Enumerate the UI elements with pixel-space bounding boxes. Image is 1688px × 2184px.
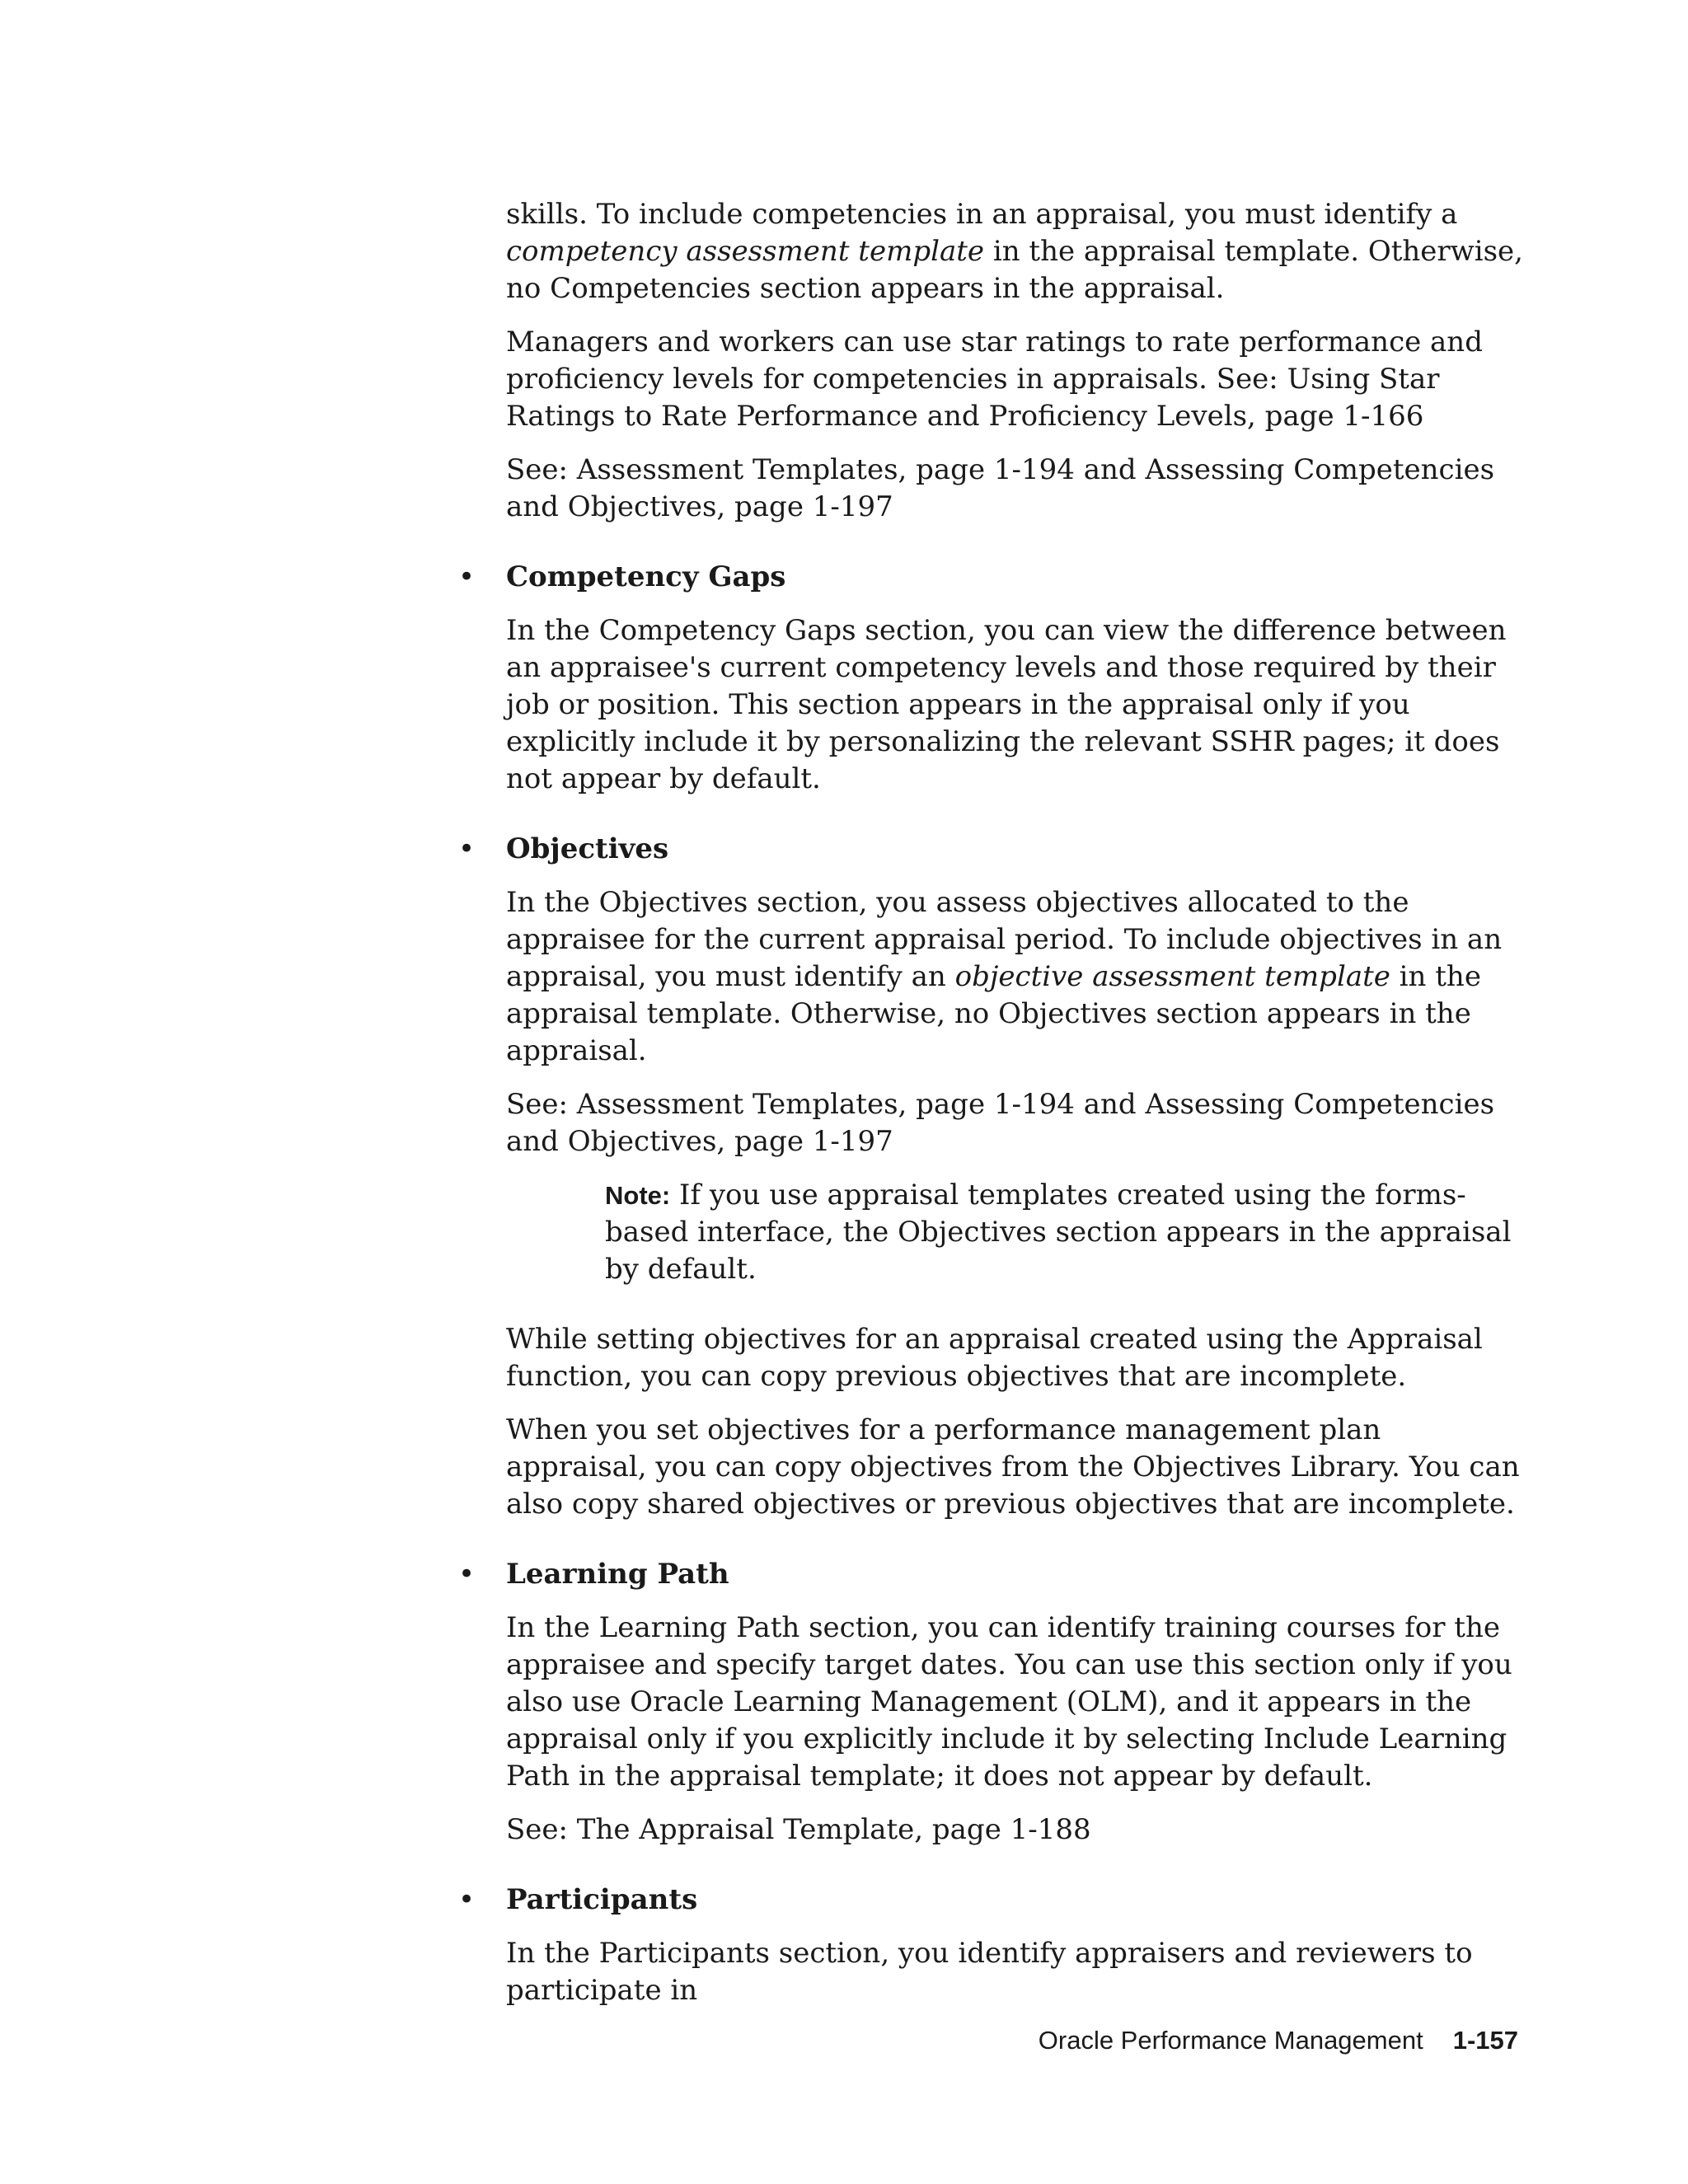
intro-paragraph-2: Managers and workers can use star ratings to rate performance and proficiency levels for competencies in appraisals. See: Using Star Ratings to Rate Performance and Proficiency Levels, page 1-166 (506, 326, 1483, 433)
note-block (605, 1177, 1512, 1288)
section-learning-path (458, 1556, 1528, 1849)
section-paragraph (506, 884, 1528, 1070)
bullet: • (458, 560, 476, 593)
intro-paragraph-3: See: Assessment Templates, page 1-194 and Assessing Competencies and Objectives, page 1-197 (506, 453, 1495, 523)
section-participants (458, 1882, 1528, 2009)
section-heading: Learning Path (506, 1558, 729, 1591)
section-objectives (458, 831, 1528, 1523)
section-heading: Participants (506, 1883, 698, 1916)
section-emphasis: objective assessment template (954, 960, 1390, 993)
note-text: If you use appraisal templates created using the forms-based interface, the Objectives section appears in the appraisal by default. (605, 1179, 1512, 1286)
section-paragraph: While setting objectives for an appraisal created using the Appraisal function, you can copy previous objectives that are incomplete. (506, 1323, 1483, 1393)
intro-emphasis: competency assessment template (506, 235, 985, 268)
section-heading: Competency Gaps (506, 560, 786, 593)
section-heading: Objectives (506, 832, 669, 865)
page-body (458, 196, 1528, 2026)
section-paragraph: See: The Appraisal Template, page 1-188 (506, 1813, 1091, 1846)
note-label: Note: (605, 1181, 671, 1210)
section-paragraph: In the Competency Gaps section, you can view the difference between an appraisee's current competency levels and those required by their job or position. This section appears in the appraisal only if you explicitly include it by personalizing the relevant SSHR pages; it does not appear by default. (506, 614, 1507, 795)
intro-text: in the appraisal template. Otherwise, no Competencies section appears in the appraisal. (506, 235, 1523, 305)
bullet: • (458, 1883, 476, 1916)
intro-paragraph-1 (506, 196, 1528, 307)
section-paragraph: When you set objectives for a performance management plan appraisal, you can copy objectives from the Objectives Library. You can also copy shared objectives or previous objectives that are incomplete. (506, 1413, 1520, 1521)
section-text: In the Objectives section, you assess objectives allocated to the appraisee for the current appraisal period. To include objectives in an appraisal, you must identify an (506, 886, 1503, 993)
section-competency-gaps (458, 559, 1528, 798)
footer-title: Oracle Performance Management (1038, 2026, 1423, 2055)
bullet: • (458, 1558, 476, 1591)
bullet: • (458, 832, 476, 865)
section-paragraph: In the Participants section, you identify appraisers and reviewers to participate in (506, 1937, 1473, 2007)
section-paragraph: In the Learning Path section, you can identify training courses for the appraisee and specify target dates. You can use this section only if you also use Oracle Learning Management (OLM), and it appears in the appraisal only if you explicitly include it by selecting Include Learning Path in the appraisal template; it does not appear by default. (506, 1611, 1512, 1793)
section-text: in the appraisal template. Otherwise, no Objectives section appears in the appraisal. (506, 960, 1481, 1067)
intro-text: skills. To include competencies in an appraisal, you must identify a (506, 198, 1458, 231)
page-footer (1039, 2024, 1518, 2057)
section-paragraph: See: Assessment Templates, page 1-194 and Assessing Competencies and Objectives, page 1-197 (506, 1088, 1495, 1158)
footer-page-number: 1-157 (1452, 2026, 1518, 2055)
